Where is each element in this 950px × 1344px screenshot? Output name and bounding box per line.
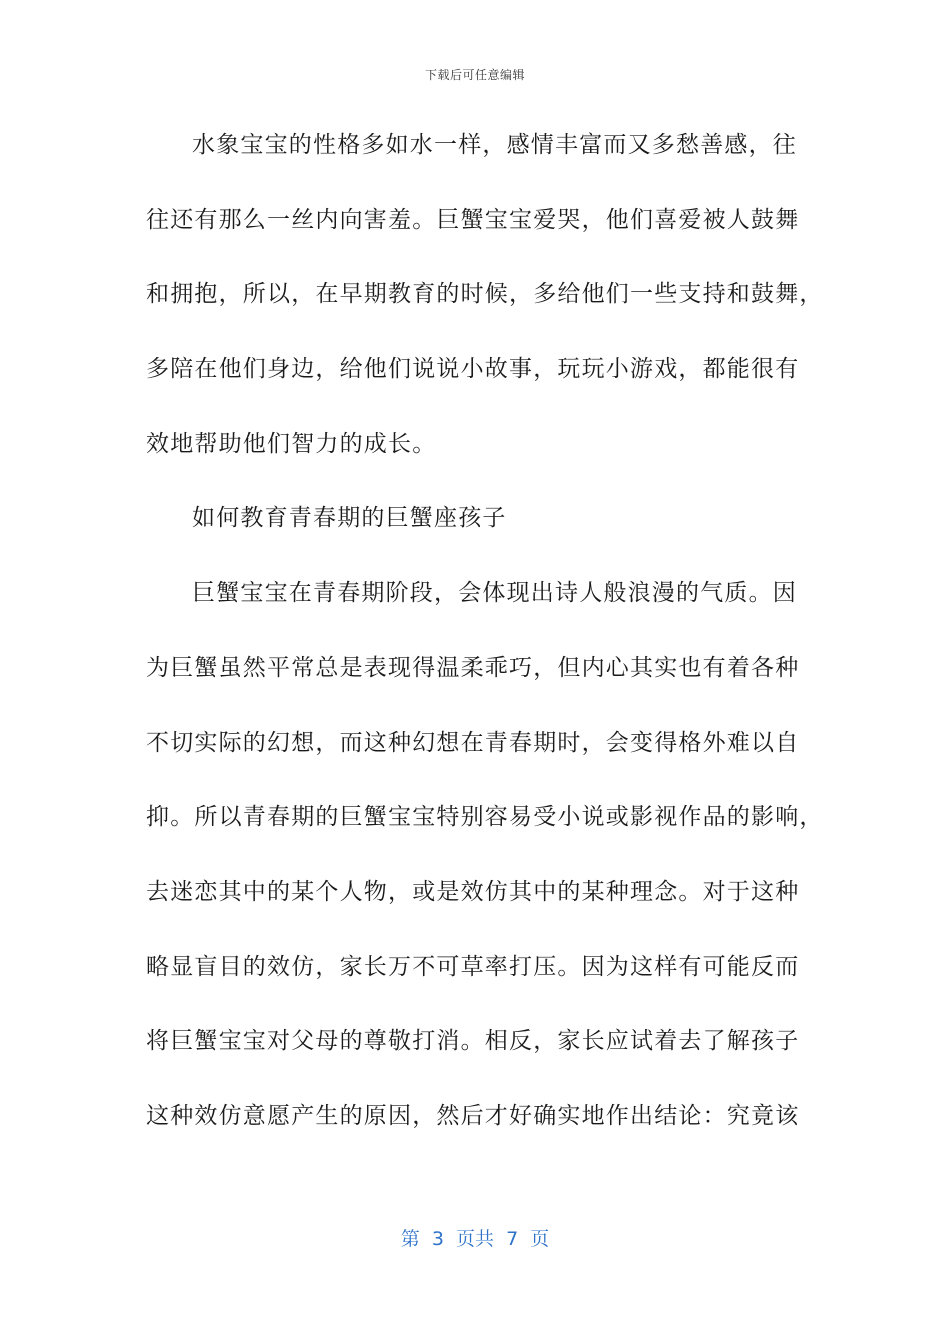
text-line: 和拥抱，所以，在早期教育的时候，多给他们一些支持和鼓舞，: [146, 281, 824, 308]
text-line: 去迷恋其中的某个人物，或是效仿其中的某种理念。对于这种: [146, 878, 800, 905]
text-line: 效地帮助他们智力的成长。: [146, 430, 437, 457]
text-line: 抑。所以青春期的巨蟹宝宝特别容易受小说或影视作品的影响，: [146, 804, 824, 831]
text-line: 为巨蟹虽然平常总是表现得温柔乖巧，但内心其实也有着各种: [146, 654, 800, 681]
page-number-footer: 第 3 页共 7 页: [400, 1228, 550, 1250]
text-line: 巨蟹宝宝在青春期阶段，会体现出诗人般浪漫的气质。因: [192, 580, 797, 607]
document-body: [146, 108, 824, 1154]
text-line: 往还有那么一丝内向害羞。巨蟹宝宝爱哭，他们喜爱被人鼓舞: [146, 206, 800, 233]
text-line: 水象宝宝的性格多如水一样，感情丰富而又多愁善感，往: [192, 132, 797, 158]
text-line: 多陪在他们身边，给他们说说小故事，玩玩小游戏，都能很有: [146, 356, 800, 383]
text-line: 这种效仿意愿产生的原因，然后才好确实地作出结论：究竟该: [146, 1102, 800, 1129]
text-line: 将巨蟹宝宝对父母的尊敬打消。相反，家长应试着去了解孩子: [146, 1028, 800, 1055]
section-heading: 如何教育青春期的巨蟹座孩子: [192, 505, 507, 532]
text-line: 略显盲目的效仿，家长万不可草率打压。因为这样有可能反而: [146, 953, 800, 980]
text-line: 不切实际的幻想，而这种幻想在青春期时，会变得格外难以自: [146, 729, 800, 756]
header-note: 下载后可任意编辑: [424, 68, 525, 82]
